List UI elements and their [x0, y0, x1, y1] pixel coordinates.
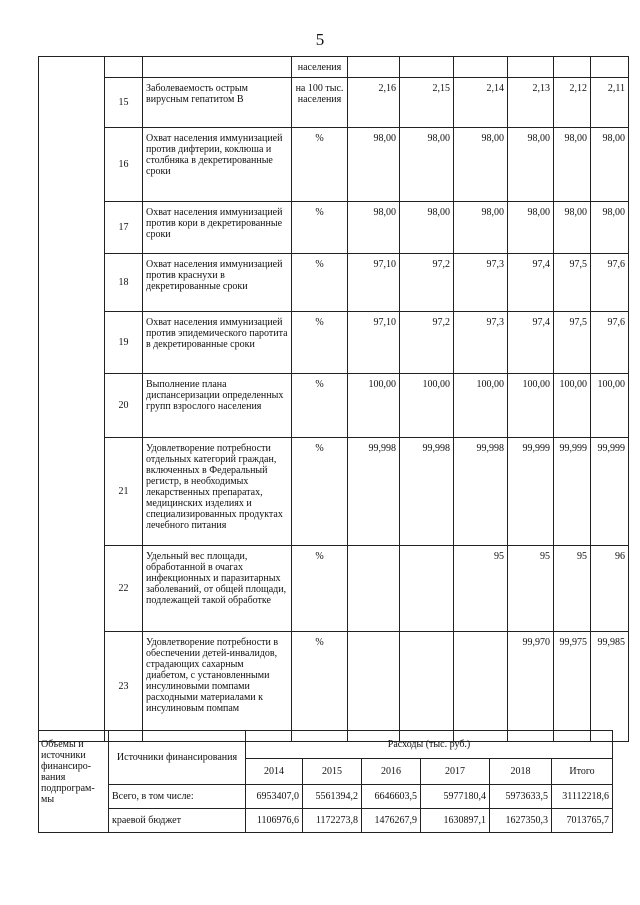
finance-row: [39, 809, 613, 833]
finance-value: 31112218,6: [552, 785, 613, 809]
expenses-header: Расходы (тыс. руб.): [246, 731, 613, 759]
indicator-unit: %: [292, 374, 348, 438]
indicator-name: Удовлетворение потребности в обеспечении детей-инвалидов, страдающих сахарным диабетом, с установленными инсулиновыми помпами расходными материалами к инсулиновым помпам: [143, 632, 292, 742]
year-header: Итого: [552, 759, 613, 785]
finance-row: [39, 785, 613, 809]
indicator-row: [39, 632, 629, 742]
indicator-value: 98,00: [508, 128, 554, 202]
indicator-row: [39, 78, 629, 128]
indicator-value: 97,3: [454, 254, 508, 312]
indicator-value: 97,5: [554, 312, 591, 374]
year-header: 2018: [490, 759, 552, 785]
indicator-value: 98,00: [591, 128, 629, 202]
finance-value: 1627350,3: [490, 809, 552, 833]
indicator-value: [508, 57, 554, 78]
indicator-unit: населения: [292, 57, 348, 78]
indicator-value: 97,4: [508, 254, 554, 312]
indicator-value: 97,3: [454, 312, 508, 374]
indicator-value: 98,00: [400, 202, 454, 254]
finance-value: 5973633,5: [490, 785, 552, 809]
left-column-cell: [39, 57, 105, 742]
indicator-number: 18: [105, 254, 143, 312]
indicator-name: Удельный вес площади, обработанной в очагах инфекционных и паразитарных заболеваний, от общей площади, подлежащей такой обработке: [143, 546, 292, 632]
indicator-name: Заболеваемость острым вирусным гепатитом В: [143, 78, 292, 128]
indicator-unit: %: [292, 438, 348, 546]
indicator-value: [454, 632, 508, 742]
indicator-value: 2,11: [591, 78, 629, 128]
indicator-number: 15: [105, 78, 143, 128]
finance-value: 6646603,5: [362, 785, 421, 809]
indicator-unit: на 100 тыс. населения: [292, 78, 348, 128]
sources-header: Источники финансирования: [109, 731, 246, 785]
indicator-value: 99,999: [591, 438, 629, 546]
indicator-value: 98,00: [508, 202, 554, 254]
indicator-name: Охват населения иммунизацией против дифтерии, коклюша и столбняка в декретированные сроки: [143, 128, 292, 202]
indicator-name: Выполнение плана диспансеризации определенных групп взрослого населения: [143, 374, 292, 438]
finance-table: [38, 730, 613, 833]
indicator-value: 95: [508, 546, 554, 632]
indicator-number: 21: [105, 438, 143, 546]
indicator-value: 100,00: [591, 374, 629, 438]
indicator-value: 100,00: [454, 374, 508, 438]
indicator-value: 2,15: [400, 78, 454, 128]
indicator-name: [143, 57, 292, 78]
indicator-value: [348, 546, 400, 632]
indicator-value: 98,00: [348, 202, 400, 254]
indicator-value: 98,00: [348, 128, 400, 202]
indicator-value: 97,6: [591, 254, 629, 312]
indicator-value: 97,2: [400, 312, 454, 374]
indicator-value: 95: [454, 546, 508, 632]
indicator-row: [39, 374, 629, 438]
indicator-number: 22: [105, 546, 143, 632]
indicator-value: 99,999: [554, 438, 591, 546]
indicator-value: [348, 57, 400, 78]
indicator-value: 98,00: [554, 202, 591, 254]
indicator-value: 99,970: [508, 632, 554, 742]
indicator-value: 97,10: [348, 254, 400, 312]
indicator-unit: %: [292, 202, 348, 254]
indicator-value: [400, 546, 454, 632]
indicator-value: 96: [591, 546, 629, 632]
indicator-value: 97,5: [554, 254, 591, 312]
indicator-number: 20: [105, 374, 143, 438]
indicator-value: 2,12: [554, 78, 591, 128]
indicator-value: [400, 57, 454, 78]
indicator-number: 16: [105, 128, 143, 202]
finance-value: 5561394,2: [303, 785, 362, 809]
indicator-value: [348, 632, 400, 742]
indicator-value: 99,985: [591, 632, 629, 742]
finance-value: 1630897,1: [421, 809, 490, 833]
indicator-unit: %: [292, 546, 348, 632]
indicator-value: 2,13: [508, 78, 554, 128]
indicator-value: 97,10: [348, 312, 400, 374]
indicator-number: 23: [105, 632, 143, 742]
indicator-value: 98,00: [554, 128, 591, 202]
indicator-row: [39, 438, 629, 546]
indicator-value: 97,4: [508, 312, 554, 374]
indicator-row: [39, 546, 629, 632]
finance-value: 6953407,0: [246, 785, 303, 809]
indicator-value: 97,2: [400, 254, 454, 312]
indicator-value: 100,00: [348, 374, 400, 438]
indicator-value: 95: [554, 546, 591, 632]
indicator-unit: %: [292, 128, 348, 202]
finance-value: 1106976,6: [246, 809, 303, 833]
indicator-value: 99,975: [554, 632, 591, 742]
indicator-value: 98,00: [454, 128, 508, 202]
indicator-value: [554, 57, 591, 78]
indicator-value: 99,999: [508, 438, 554, 546]
year-header: 2017: [421, 759, 490, 785]
indicator-name: Охват населения иммунизацией против эпидемического паротита в декретированные сроки: [143, 312, 292, 374]
finance-label: Объемы и источники финансиро-вания подпрограм-мы: [39, 731, 109, 833]
indicator-name: Охват населения иммунизацией против краснухи в декретированные сроки: [143, 254, 292, 312]
indicator-row: [39, 312, 629, 374]
indicator-value: 97,6: [591, 312, 629, 374]
finance-value: 5977180,4: [421, 785, 490, 809]
indicator-number: 19: [105, 312, 143, 374]
indicator-value: 98,00: [454, 202, 508, 254]
indicator-number: 17: [105, 202, 143, 254]
indicator-value: [454, 57, 508, 78]
indicators-table: [38, 56, 629, 742]
indicator-value: [591, 57, 629, 78]
indicator-name: Удовлетворение потребности отдельных категорий граждан, включенных в Федеральный регистр, в необходимых лекарственных препаратах, медицинских изделиях и специализированных продуктах лечебного питания: [143, 438, 292, 546]
indicator-row: [39, 128, 629, 202]
indicator-value: 100,00: [508, 374, 554, 438]
indicator-number: [105, 57, 143, 78]
indicator-name: Охват населения иммунизацией против кори в декретированные сроки: [143, 202, 292, 254]
finance-value: 1172273,8: [303, 809, 362, 833]
indicator-unit: %: [292, 632, 348, 742]
page-number: 5: [315, 30, 325, 49]
finance-row-label: краевой бюджет: [109, 809, 246, 833]
indicator-value: 98,00: [400, 128, 454, 202]
indicator-value: 98,00: [591, 202, 629, 254]
indicator-row: [39, 254, 629, 312]
indicator-value: 99,998: [454, 438, 508, 546]
finance-value: 1476267,9: [362, 809, 421, 833]
indicator-value: 2,14: [454, 78, 508, 128]
indicator-unit: %: [292, 254, 348, 312]
finance-row-label: Всего, в том числе:: [109, 785, 246, 809]
finance-value: 7013765,7: [552, 809, 613, 833]
indicator-row: [39, 57, 629, 78]
indicator-value: 99,998: [348, 438, 400, 546]
indicator-value: 99,998: [400, 438, 454, 546]
year-header: 2016: [362, 759, 421, 785]
year-header: 2015: [303, 759, 362, 785]
indicator-value: [400, 632, 454, 742]
year-header: 2014: [246, 759, 303, 785]
indicator-value: 100,00: [554, 374, 591, 438]
indicator-unit: %: [292, 312, 348, 374]
indicator-value: 2,16: [348, 78, 400, 128]
indicator-value: 100,00: [400, 374, 454, 438]
indicator-row: [39, 202, 629, 254]
